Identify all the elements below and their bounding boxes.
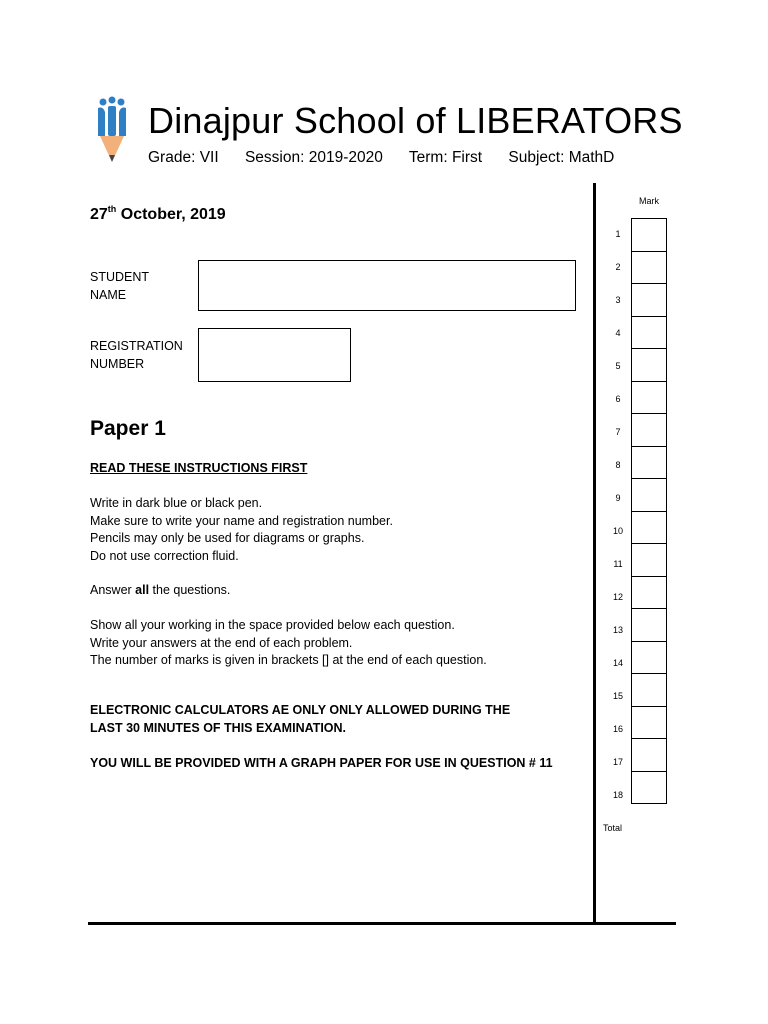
instruction-line: The number of marks is given in brackets [] at the end of each question.	[90, 653, 487, 667]
horizontal-divider	[88, 922, 676, 925]
mark-box[interactable]	[632, 771, 667, 804]
mark-box[interactable]	[632, 316, 667, 349]
registration-number-field[interactable]	[198, 328, 351, 382]
mark-box[interactable]	[632, 576, 667, 609]
mark-box[interactable]	[632, 479, 667, 512]
calculator-line-1: ELECTRONIC CALCULATORS AE ONLY ONLY ALLOWED DURING THE	[90, 703, 511, 717]
calculator-notice	[90, 702, 510, 737]
graph-paper-notice: YOU WILL BE PROVIDED WITH A GRAPH PAPER FOR USE IN QUESTION # 11	[90, 756, 553, 770]
date-suffix: th	[107, 204, 117, 214]
instruction-line: Pencils may only be used for diagrams or graphs.	[90, 531, 365, 545]
instruction-line: Write in dark blue or black pen.	[90, 496, 263, 510]
instructions-block-2	[90, 617, 487, 670]
question-number: 8	[615, 460, 621, 470]
total-label: Total	[603, 823, 623, 833]
date-day: 27	[90, 206, 108, 223]
marks-table	[631, 218, 667, 804]
mark-box[interactable]	[632, 609, 667, 642]
question-number: 4	[615, 328, 621, 338]
question-number: 2	[615, 262, 621, 272]
question-number: 17	[612, 757, 623, 767]
question-number: 14	[612, 658, 623, 668]
student-name-label: STUDENT NAME	[90, 270, 150, 302]
question-number: 18	[612, 790, 623, 800]
mark-box[interactable]	[632, 446, 667, 479]
mark-box[interactable]	[632, 349, 667, 382]
answer-all-instruction	[90, 582, 230, 600]
question-number: 7	[615, 427, 621, 437]
exam-date	[90, 204, 226, 224]
paper-title: Paper 1	[90, 417, 166, 440]
vertical-divider	[593, 183, 596, 924]
mark-box[interactable]	[632, 381, 667, 414]
mark-box[interactable]	[632, 544, 667, 577]
instruction-line: Make sure to write your name and registration number.	[90, 513, 393, 528]
mark-box[interactable]	[632, 251, 667, 284]
date-rest: October, 2019	[116, 206, 226, 223]
registration-number-label: REGISTRATION NUMBER	[90, 339, 183, 371]
session-text: Session: 2019-2020	[244, 149, 383, 166]
question-number: 5	[615, 361, 621, 371]
mark-box[interactable]	[632, 414, 667, 447]
instruction-line: Write your answers at the end of each problem.	[90, 635, 353, 650]
mark-box[interactable]	[632, 739, 667, 772]
answer-bold: all	[135, 583, 150, 597]
question-number-column	[608, 218, 628, 812]
question-number: 12	[612, 592, 623, 602]
question-number: 16	[612, 724, 623, 734]
mark-box[interactable]	[632, 674, 667, 707]
question-number: 1	[615, 229, 621, 239]
question-number: 11	[613, 559, 623, 569]
question-number: 15	[612, 691, 623, 701]
mark-box[interactable]	[632, 706, 667, 739]
term-text: Term: First	[408, 149, 483, 166]
question-number: 6	[615, 394, 621, 404]
school-name: Dinajpur School of LIBERATORS	[148, 100, 683, 141]
mark-box[interactable]	[632, 219, 667, 252]
calculator-line-2: LAST 30 MINUTES OF THIS EXAMINATION.	[90, 720, 347, 735]
student-name-field[interactable]	[198, 260, 576, 311]
instructions-block-1	[90, 495, 393, 565]
question-number: 9	[615, 493, 621, 503]
subject-text: Subject: MathD	[508, 149, 615, 166]
mark-box[interactable]	[632, 511, 667, 544]
school-logo-icon	[94, 96, 130, 164]
exam-meta	[148, 149, 636, 167]
question-number: 3	[615, 295, 621, 305]
answer-suffix: the questions.	[149, 583, 231, 597]
grade-text: Grade: VII	[148, 149, 219, 166]
answer-prefix: Answer	[90, 583, 136, 597]
instruction-line: Do not use correction fluid.	[90, 548, 239, 563]
mark-box[interactable]	[632, 641, 667, 674]
mark-column-header: Mark	[639, 196, 659, 206]
question-number: 13	[612, 625, 623, 635]
instruction-line: Show all your working in the space provided below each question.	[90, 618, 455, 632]
instructions-heading: READ THESE INSTRUCTIONS FIRST	[90, 461, 308, 475]
question-number: 10	[612, 526, 623, 536]
mark-box[interactable]	[632, 284, 667, 317]
